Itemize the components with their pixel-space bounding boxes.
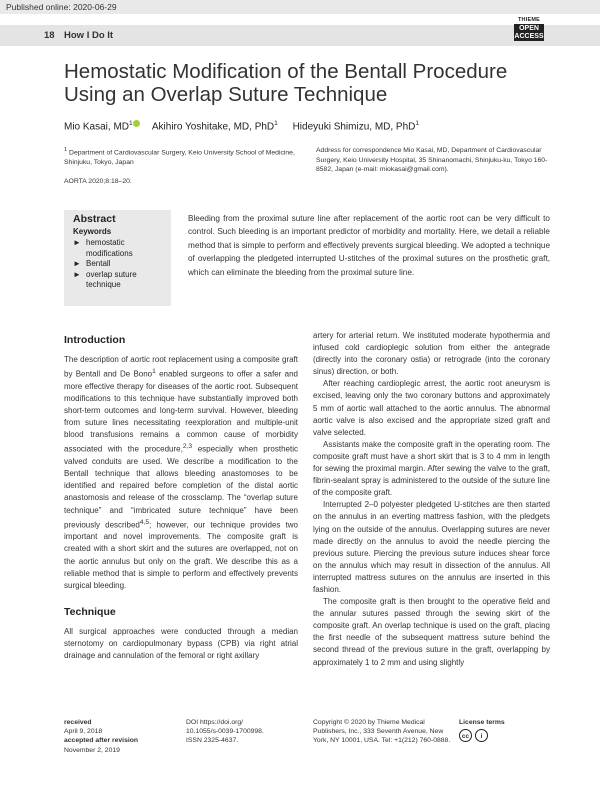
right-column xyxy=(313,330,550,669)
logo-open: OPEN xyxy=(519,25,539,32)
body-paragraph: Interrupted 2–0 polyester pledgeted U-stitches are then started on the annulus in an everting mattress fashion, with the pledgets lying on the outside of the annulus. Overlapping sutures are never made directly on the annulus to avoid the needle piercing the previous suture. Piercing the previous suture induces shear force on the annulus which may result in dissection of the annulus. All interrupted mattress sutures on the annulus are inserted in this fashion. xyxy=(313,500,550,594)
received-date: April 9, 2018 xyxy=(64,728,103,736)
introduction-paragraph: The description of aortic root replacement using a composite graft by Bentall and De Bono$^1$ enabled surgeons to offer a safer and more effective therapy for diseases of the aortic root. Subsequent modifications to this technique have substantially improved both short-term outcomes and long-term survival. However, bleeding from suture lines necessitating reexploration and multiple-unit blood transfusions remains a common cause of morbidity associated with the procedure,$^{2,3}$ especially when prosthetic valved conduits are used. We describe a modification to the Bentall technique that allows bleeding anastomoses to be identified and repaired before completion of the distal aortic anastomosis and release of the crossclamp. The “overlap suture technique” and “imbricated suture technique” have been previously described$^{4,5}$; however, our technique provides two important and novel improvements. The composite graft is created with a short skirt and the sutures are overlapped, not on the aortic annulus but only on the graft. We describe this as a reliable method that is simple to perform and effectively prevents surgical bleeding. xyxy=(64,355,298,590)
abstract-heading: Abstract xyxy=(73,213,116,225)
published-online-bar xyxy=(0,0,600,14)
attribution-icon[interactable]: i xyxy=(475,729,488,742)
orcid-icon[interactable] xyxy=(133,120,140,127)
correspondence-address: Address for correspondence Mio Kasai, MD, Department of Cardiovascular Surgery, Keio University Hospital, 35 Shinanomachi, Shinjuku-ku, Tokyo 160-8582, Japan (e-mail: miokasai@gmail.com). xyxy=(316,147,548,173)
license-block xyxy=(459,718,549,742)
issn: ISSN 2325-4637. xyxy=(186,737,239,745)
author-name: Mio Kasai, MD xyxy=(64,121,130,133)
logo-access: ACCESS xyxy=(514,32,544,40)
license-icons xyxy=(459,729,549,742)
author-affiliation-sup: 1 xyxy=(274,120,278,127)
copyright-notice: Copyright © 2020 by Thieme Medical Publishers, Inc., 333 Seventh Avenue, New York, NY 10001, USA. Tel: +1(212) 760-0888. xyxy=(313,719,451,745)
citation-sup: 1 xyxy=(152,368,156,376)
journal-citation: AORTA 2020;8:18–20. xyxy=(64,178,132,185)
author-list xyxy=(64,120,419,132)
published-date: Published online: 2020-06-29 xyxy=(6,2,117,12)
body-paragraph: Assistants make the composite graft in the operating room. The composite graft must have a short skirt that is 3 to 4 mm in length for sewing the proximal margin. After sewing the valve to the graft, fibrin-sealant spray is administered to the outside of the suture line of the composite graft. xyxy=(313,439,550,498)
author-affiliation-sup: 1 xyxy=(415,120,419,127)
technique-paragraph: All surgical approaches were conducted through a median sternotomy on cardiopulmonary bypass (CPB) via right atrial drainage and cannulation of the femoral or right axillary xyxy=(64,626,298,661)
keyword-item: ► Bentall xyxy=(73,259,111,268)
keyword-list xyxy=(73,238,169,291)
doi-block xyxy=(186,718,304,746)
technique-heading: Technique xyxy=(64,605,116,618)
left-column xyxy=(64,334,298,662)
keyword-arrow-icon: ► xyxy=(73,259,81,268)
keywords-heading: Keywords xyxy=(73,227,112,236)
affiliation xyxy=(64,146,304,167)
author-name: Akihiro Yoshitake, MD, PhD xyxy=(151,121,275,133)
body-paragraph: The composite graft is then brought to the operative field and the annular sutures passed through the sewing skirt of the composite graft. An overlap technique is used on the graft, placing the first needle of the subsequent mattress suture behind the second thread of the previous suture in the graft, overlapping by approximately 1 to 2 mm and using slightly xyxy=(313,597,550,667)
keyword-item: ► hemostatic modifications xyxy=(73,238,133,258)
body-paragraph: After reaching cardioplegic arrest, the aortic root aneurysm is excised, leaving only the two coronary buttons and approximately 5 mm of aortic wall attached to the aortic annulus. The abnormal aortic valve is also excised and the appropriate sized graft and valve selected. xyxy=(313,379,550,437)
logo-publisher: THIEME xyxy=(518,17,540,23)
creative-commons-icon[interactable]: cc xyxy=(459,729,472,742)
abstract-sidebar xyxy=(64,210,171,306)
introduction-heading: Introduction xyxy=(64,334,126,346)
keyword-item: ► overlap suture technique xyxy=(73,269,137,289)
abstract-text: Bleeding from the proximal suture line after replacement of the aortic root can be very difficult to control. Such bleeding is an important predictor of morbidity and mortality. Here, we detail a reliable method that is simple to perform and effectively prevents surgical bleeding. We adopted a technique of overlapping the pledgeted interrupted U-stitches of the proximal sutures on the prosthetic graft, which can eliminate the bleeding from the proximal suture line. xyxy=(188,214,550,277)
doi-value[interactable]: 10.1055/s-0039-1700998. xyxy=(186,728,264,736)
citation-sup: 4,5 xyxy=(139,518,150,526)
keyword-arrow-icon: ► xyxy=(73,269,81,279)
received-label: received xyxy=(64,719,92,726)
thieme-open-access-logo[interactable] xyxy=(514,17,544,42)
received-dates xyxy=(64,718,174,755)
affiliation-text: Department of Cardiovascular Surgery, Keio University School of Medicine, Shinjuku, Tokyo, Japan xyxy=(64,149,295,166)
author-name: Hideyuki Shimizu, MD, PhD xyxy=(292,121,416,133)
page-number: 18 xyxy=(44,30,55,41)
keyword-arrow-icon: ► xyxy=(73,238,81,247)
accepted-label: accepted after revision xyxy=(64,737,139,745)
author-affiliation-sup: 1 xyxy=(129,120,133,127)
section-label: How I Do It xyxy=(64,30,114,41)
running-header xyxy=(0,25,600,46)
affiliation-sup: 1 xyxy=(64,147,68,153)
article-title: Hemostatic Modification of the Bentall Procedure Using an Overlap Suture Technique xyxy=(64,60,508,106)
accepted-date: November 2, 2019 xyxy=(64,746,120,754)
doi-label[interactable]: DOI https://doi.org/ xyxy=(186,719,244,726)
citation-sup: 2,3 xyxy=(182,443,193,451)
logo-open-access-box xyxy=(514,24,544,41)
body-paragraph: artery for arterial return. We instituted moderate hypothermia and infused cold cardioplegic solution from either the antegrade (directly into the coronary ostia) or retrograde (into the coronary sinus) direction, or both. xyxy=(313,331,550,377)
license-label[interactable]: License terms xyxy=(459,719,505,726)
